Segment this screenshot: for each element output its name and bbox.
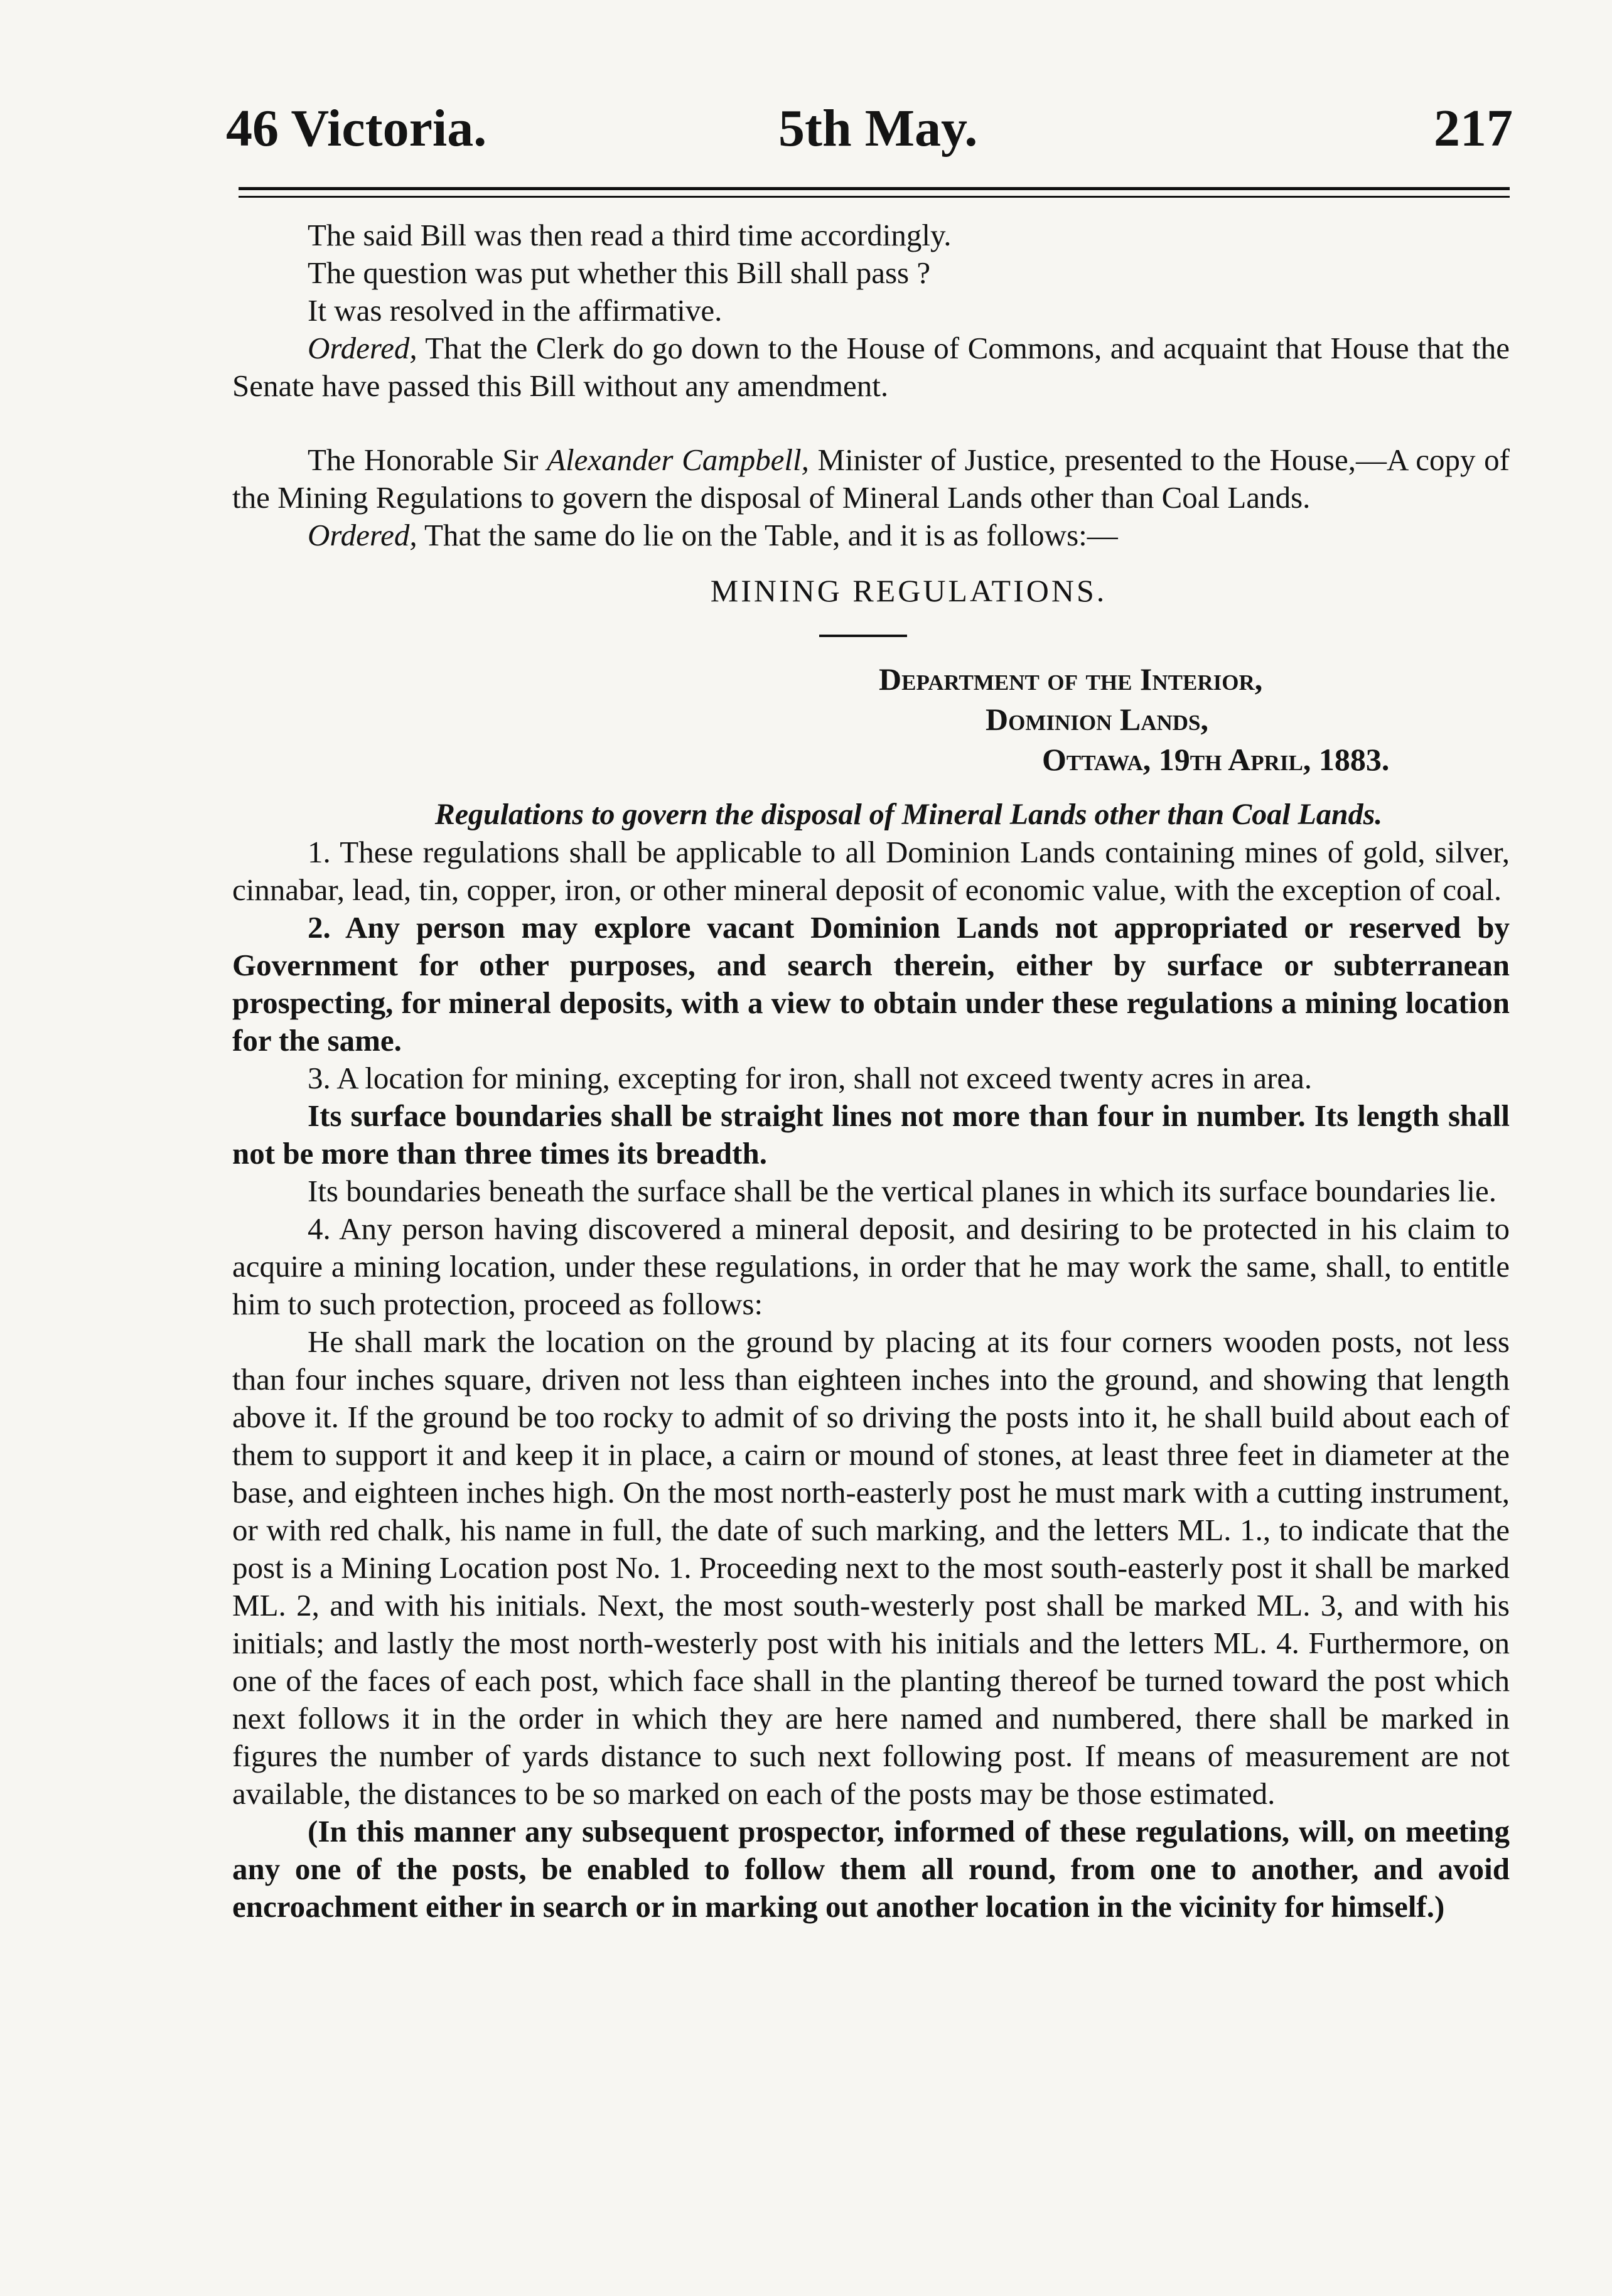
intro-paragraph: The said Bill was then read a third time accordingly. (308, 218, 952, 252)
header-rule-thick (239, 187, 1510, 190)
ordered-label: Ordered, (308, 331, 417, 365)
intro-paragraph (232, 330, 1510, 405)
header-session: 46 Victoria. (226, 99, 487, 158)
intro-paragraph: It was resolved in the affirmative. (308, 293, 723, 328)
ordered-text: That the Clerk do go down to the House of Commons, and acquaint that House that the Senate have passed this Bill without any amendment. (232, 331, 1510, 403)
presentation-text: The Honorable Sir (308, 443, 547, 477)
spacer (232, 405, 1510, 441)
regulations-subtitle: Regulations to govern the disposal of Mineral Lands other than Coal Lands. (434, 798, 1383, 831)
header-date: 5th May. (778, 99, 978, 158)
department-line: Department of the Interior, (879, 662, 1263, 697)
regulation-paragraph: 4. Any person having discovered a mineral deposit, and desiring to be protected in his claim to acquire a mining location, under these regulations, in order that he may work the same, shall, to entitle him to such protection, proceed as follows: (232, 1211, 1510, 1321)
regulation-paragraph: 1. These regulations shall be applicable to all Dominion Lands containing mines of gold, silver, cinnabar, lead, tin, copper, iron, or other mineral deposit of economic value, with the exception of coal. (232, 835, 1510, 907)
document-body (232, 217, 1510, 1926)
regulation-paragraph: He shall mark the location on the ground by placing at its four corners wooden posts, not less than four inches square, driven not less than eighteen inches into the ground, and showing that length above it. If the ground be too rocky to admit of so driving the posts into it, he shall build about each of them to support it and keep it in place, a cairn or mound of stones, at least three feet in diameter at the base, and eighteen inches high. On the most north-easterly post he must mark with a cutting instrument, or with red chalk, his name in full, the date of such marking, and the letters ML. 1., to indicate that the post is a Mining Location post No. 1. Proceeding next to the most south-easterly post it shall be marked ML. 2, and with his initials. Next, the most south-westerly post shall be marked ML. 3, and with his initials; and lastly the most north-westerly post with his initials and the letters ML. 4. Furthermore, on one of the faces of each post, which face shall in the planting thereof be turned toward the post which next follows it in the order in which they are here named and numbered, there shall be marked in figures the number of yards distance to such next following post. If means of measurement are not available, the distances to be so marked on each of the posts may be those estimated. (232, 1324, 1510, 1811)
page-number: 217 (1434, 99, 1513, 158)
intro-paragraph: The question was put whether this Bill shall pass ? (308, 255, 931, 290)
presentation-text: Minister of Justice, presented to the House,—A copy of the Mining Regulations to govern the disposal of Mineral Lands other than Coal Lands. (232, 443, 1510, 515)
department-line: Dominion Lands, (986, 702, 1209, 737)
page-header (226, 94, 1513, 169)
department-block (232, 659, 1510, 780)
regulation-paragraph: Its boundaries beneath the surface shall be the vertical planes in which its surface boundaries lie. (308, 1174, 1496, 1208)
intro-paragraph (232, 517, 1510, 554)
header-rule-thin (239, 196, 1510, 198)
presentation-paragraph (232, 441, 1510, 517)
regulation-paragraph: Its surface boundaries shall be straight lines not more than four in number. Its length shall not be more than three times its breadth. (232, 1098, 1510, 1171)
title-rule (819, 635, 907, 637)
minister-name: Alexander Campbell, (547, 443, 809, 477)
regulation-paragraph: 2. Any person may explore vacant Dominion Lands not appropriated or reserved by Government for other purposes, and search therein, either by surface or subterranean prospecting, for mineral deposits, with a view to obtain under these regulations a mining location for the same. (232, 910, 1510, 1058)
section-title: MINING REGULATIONS. (710, 573, 1107, 608)
regulation-paragraph: (In this manner any subsequent prospector, informed of these regulations, will, on meeting any one of the posts, be enabled to follow them all round, from one to another, and avoid encroachment either in search or in marking out another location in the vicinity for himself.) (232, 1814, 1510, 1924)
regulation-paragraph: 3. A location for mining, excepting for iron, shall not exceed twenty acres in area. (308, 1061, 1313, 1095)
department-line: Ottawa, 19th April, 1883. (1042, 742, 1390, 777)
ordered-label: Ordered, (308, 518, 417, 552)
ordered-text: That the same do lie on the Table, and it is as follows:— (417, 518, 1118, 552)
